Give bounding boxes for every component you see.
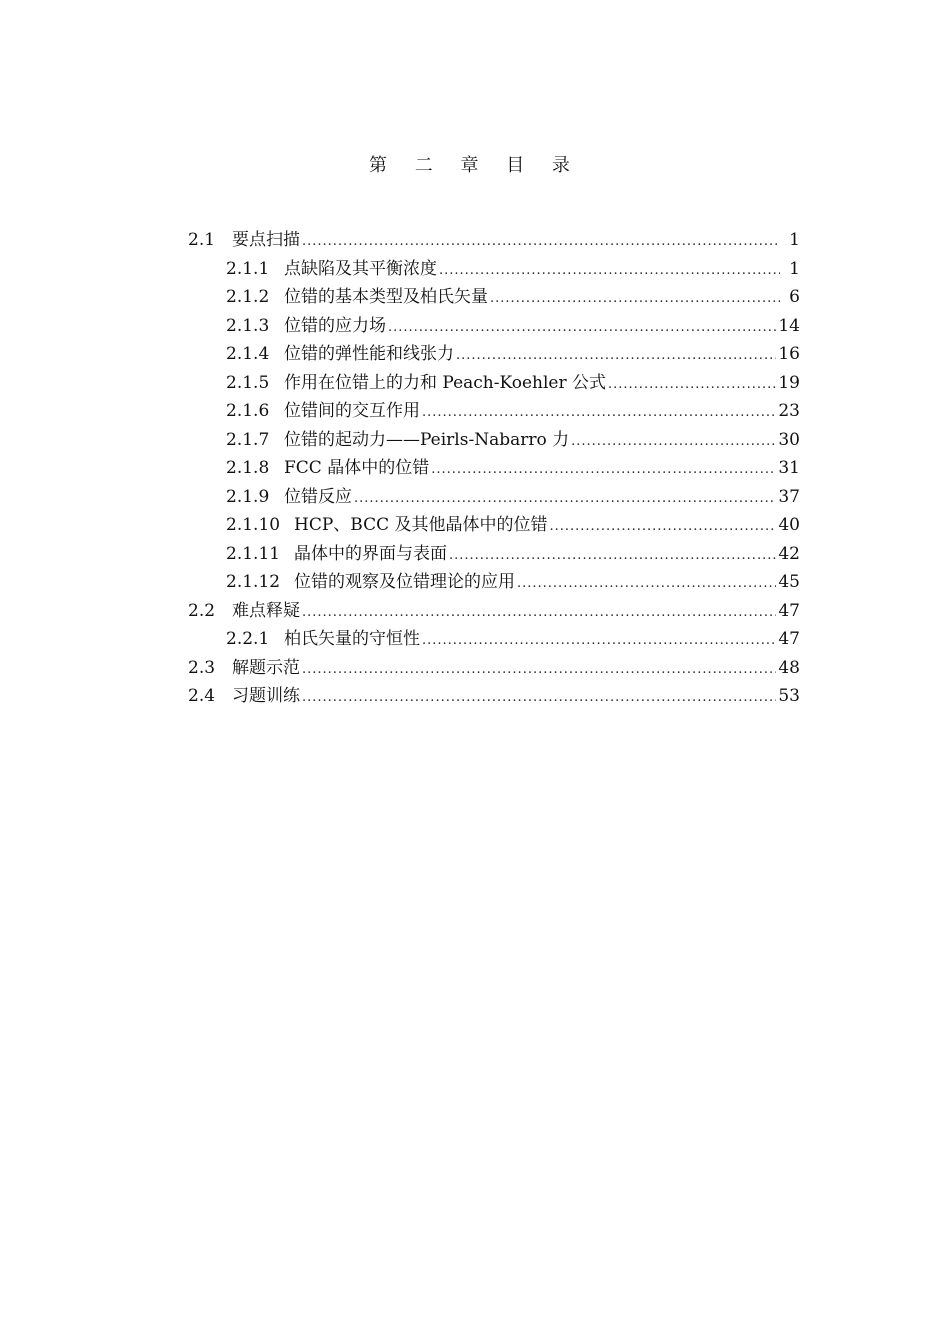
toc-entry-page: 1 [789, 230, 800, 250]
toc-entry-title: HCP、BCC 及其他晶体中的位错 [294, 515, 548, 535]
dot-leader [449, 542, 776, 571]
toc-entry-title: 习题训练 [232, 686, 300, 706]
dot-leader [354, 485, 776, 514]
toc-entry-title: 作用在位错上的力和 Peach-Koehler 公式 [284, 372, 607, 393]
toc-entry-2-1-12[interactable] [188, 568, 800, 597]
dot-leader [490, 285, 780, 314]
toc-entry-number: 2.2 [188, 600, 216, 621]
toc-entry-2-1-10[interactable] [188, 511, 800, 540]
toc-entry-page: 42 [778, 543, 800, 564]
toc-entry-title: 晶体中的界面与表面 [294, 543, 447, 564]
toc-entry-number: 2.4 [188, 686, 216, 706]
toc-entry-number: 2.3 [188, 657, 216, 678]
chapter-toc-title: 第 二 章 目 录 [369, 155, 581, 176]
toc-entry-title: 柏氏矢量的守恒性 [284, 629, 420, 649]
dot-leader [571, 428, 776, 457]
toc-entry-number: 2.1.7 [226, 429, 270, 450]
toc-entry-2-1-2[interactable] [188, 283, 800, 312]
toc-entry-2-1-9[interactable] [188, 483, 800, 512]
toc-entry-page: 47 [778, 629, 800, 649]
toc-entry-page: 31 [778, 458, 800, 478]
toc-entry-title: 解题示范 [232, 657, 300, 678]
toc-entry-title: 点缺陷及其平衡浓度 [284, 258, 437, 279]
toc-entry-page: 1 [789, 258, 800, 279]
dot-leader [608, 371, 776, 400]
toc-entry-2-4[interactable] [188, 682, 800, 711]
dot-leader [302, 228, 780, 257]
toc-entry-page: 14 [778, 315, 800, 336]
dot-leader [422, 399, 776, 428]
toc-entry-number: 2.1 [188, 230, 216, 250]
toc-entry-page: 6 [789, 287, 800, 307]
toc-entry-title: 位错的观察及位错理论的应用 [294, 572, 515, 592]
toc-entry-number: 2.1.12 [226, 572, 281, 592]
toc-entry-2-1-6[interactable] [188, 397, 800, 426]
toc-entry-2-1-11[interactable] [188, 540, 800, 569]
toc-entry-number: 2.1.11 [226, 543, 281, 564]
toc-entry-number: 2.1.1 [226, 258, 270, 279]
toc-entry-page: 30 [778, 429, 800, 450]
toc-entry-number: 2.1.10 [226, 515, 281, 535]
toc-entry-page: 45 [778, 572, 800, 592]
table-of-contents [188, 226, 800, 711]
toc-entry-number: 2.1.9 [226, 486, 270, 507]
toc-entry-number: 2.1.8 [226, 458, 270, 478]
toc-entry-page: 19 [778, 372, 800, 393]
toc-entry-number: 2.1.2 [226, 287, 270, 307]
toc-entry-number: 2.1.5 [226, 372, 270, 393]
toc-entry-number: 2.1.3 [226, 315, 270, 336]
toc-entry-page: 53 [778, 686, 800, 706]
toc-entry-2-1-1[interactable] [188, 255, 800, 284]
toc-entry-title: 位错反应 [284, 486, 352, 507]
toc-entry-title: 位错的弹性能和线张力 [284, 344, 454, 364]
toc-entry-2-2[interactable] [188, 597, 800, 626]
toc-entry-page: 37 [778, 486, 800, 507]
dot-leader [388, 314, 776, 343]
toc-entry-title: 位错间的交互作用 [284, 401, 420, 421]
toc-entry-2-1[interactable] [188, 226, 800, 255]
toc-entry-2-1-7[interactable] [188, 426, 800, 455]
toc-entry-number: 2.1.6 [226, 401, 270, 421]
dot-leader [431, 456, 776, 485]
dot-leader [439, 257, 780, 286]
toc-entry-2-1-5[interactable] [188, 369, 800, 398]
dot-leader [517, 570, 776, 599]
toc-entry-title: 位错的起动力——Peirls-Nabarro 力 [284, 429, 570, 450]
dot-leader [302, 599, 776, 628]
toc-entry-2-1-8[interactable] [188, 454, 800, 483]
toc-entry-2-1-4[interactable] [188, 340, 800, 369]
toc-entry-page: 40 [778, 515, 800, 535]
toc-entry-2-3[interactable] [188, 654, 800, 683]
toc-entry-title: 难点释疑 [232, 600, 300, 621]
dot-leader [302, 684, 776, 713]
toc-entry-page: 47 [778, 600, 800, 621]
toc-entry-2-1-3[interactable] [188, 312, 800, 341]
toc-entry-title: FCC 晶体中的位错 [284, 458, 430, 478]
toc-entry-page: 16 [778, 344, 800, 364]
toc-entry-number: 2.2.1 [226, 629, 270, 649]
toc-entry-title: 位错的基本类型及柏氏矢量 [284, 287, 488, 307]
toc-entry-page: 48 [778, 657, 800, 678]
dot-leader [550, 513, 777, 542]
dot-leader [422, 627, 776, 656]
toc-entry-title: 位错的应力场 [284, 315, 386, 336]
dot-leader [302, 656, 776, 685]
dot-leader [456, 342, 776, 371]
toc-entry-number: 2.1.4 [226, 344, 270, 364]
toc-entry-2-2-1[interactable] [188, 625, 800, 654]
toc-entry-title: 要点扫描 [232, 230, 300, 250]
toc-entry-page: 23 [778, 401, 800, 421]
